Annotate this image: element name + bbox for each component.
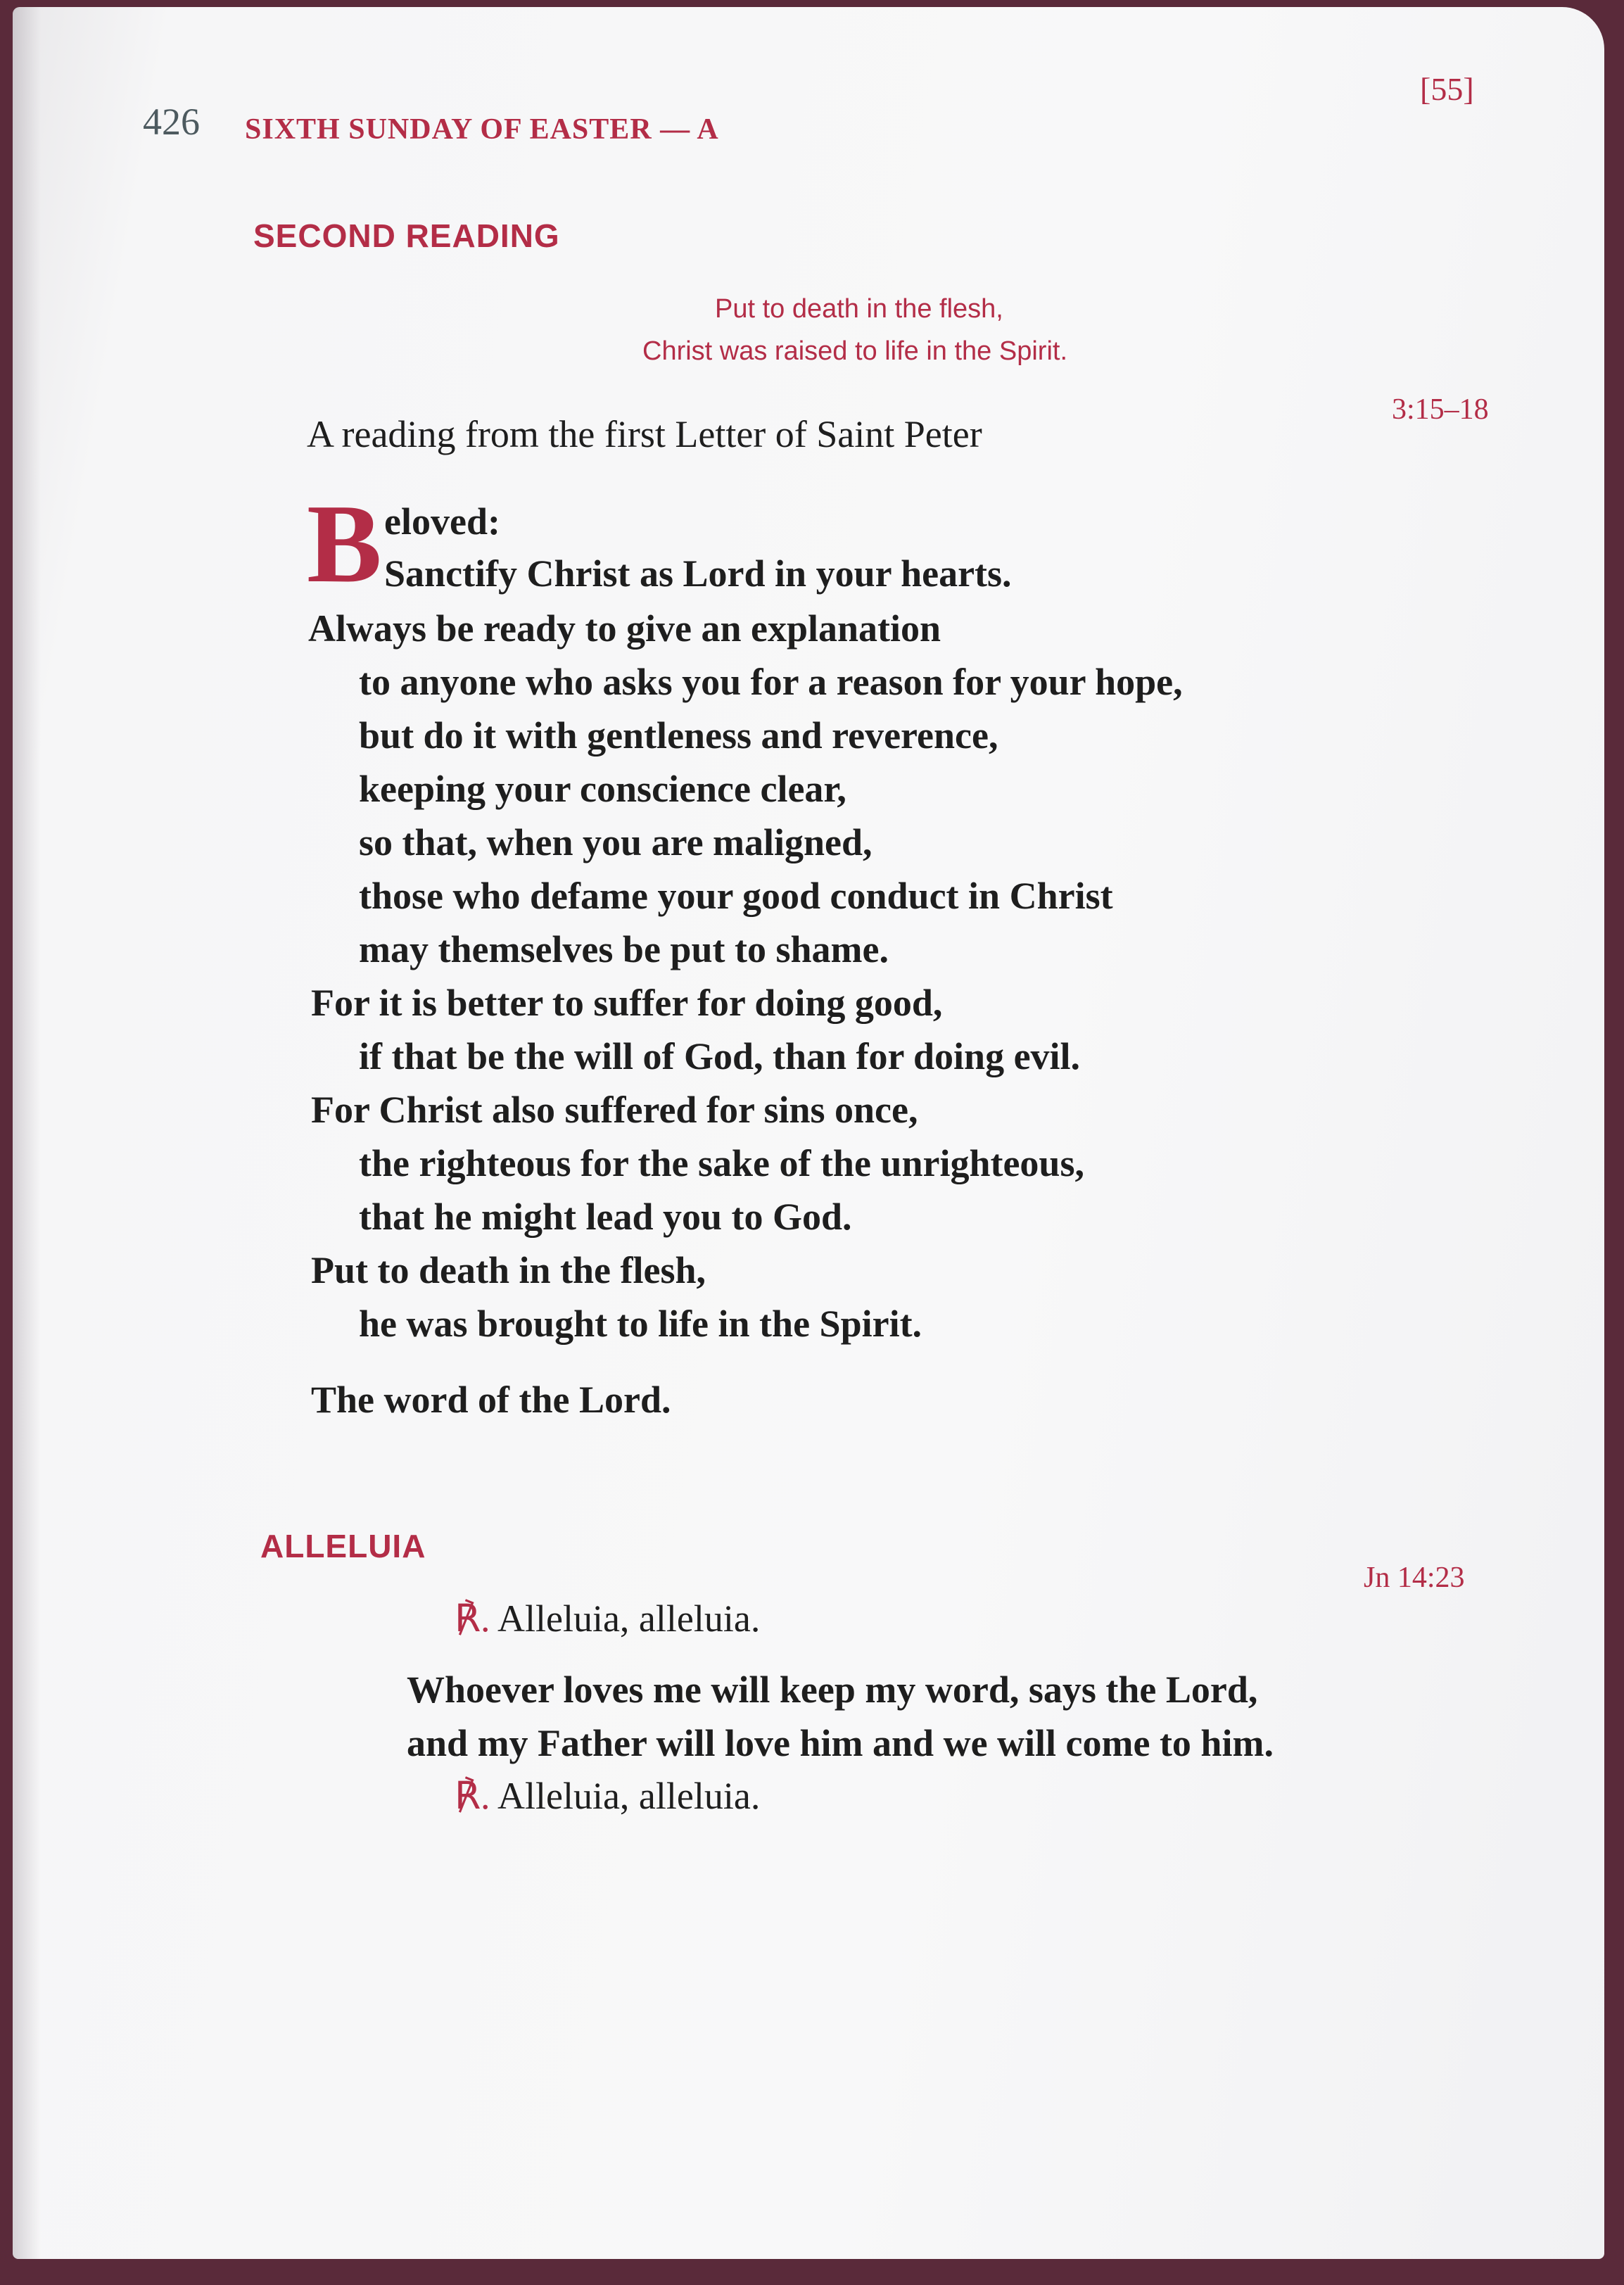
reading-line: if that be the will of God, than for doing evil. (359, 1035, 1081, 1077)
second-reading-heading: SECOND READING (253, 217, 560, 254)
reading-line: may themselves be put to shame. (359, 928, 889, 970)
reading-intro: A reading from the first Letter of Saint Peter (307, 413, 982, 455)
reading-line: Always be ready to give an explanation (308, 607, 941, 650)
response-symbol: ℟. (455, 1597, 490, 1640)
running-title: SIXTH SUNDAY OF EASTER — A (245, 113, 719, 146)
page-number: 426 (143, 101, 200, 143)
response-symbol: ℟. (455, 1775, 490, 1817)
reading-line: eloved: (384, 500, 500, 543)
response-line-2 (455, 1773, 760, 1818)
reading-line: those who defame your good conduct in Christ (359, 875, 1113, 917)
reading-line: For Christ also suffered for sins once, (311, 1089, 918, 1131)
reading-line: to anyone who asks you for a reason for your hope, (359, 661, 1183, 703)
response-line (455, 1596, 760, 1640)
reading-line: he was brought to life in the Spirit. (359, 1303, 922, 1345)
reading-line: keeping your conscience clear, (359, 768, 846, 810)
reading-conclusion: The word of the Lord. (311, 1379, 671, 1421)
response-text: Alleluia, alleluia. (497, 1775, 761, 1817)
summary-line-2: Christ was raised to life in the Spirit. (642, 336, 1068, 366)
response-text: Alleluia, alleluia. (497, 1597, 761, 1640)
book-page (13, 7, 1604, 2259)
reading-line: that he might lead you to God. (359, 1196, 852, 1238)
alleluia-verse-line-2: and my Father will love him and we will come to him. (407, 1722, 1274, 1764)
reading-line: so that, when you are maligned, (359, 821, 873, 863)
alleluia-heading: ALLELUIA (260, 1528, 426, 1564)
reading-line: but do it with gentleness and reverence, (359, 714, 998, 757)
reading-line: the righteous for the sake of the unrighteous, (359, 1142, 1084, 1184)
alleluia-verse-line-1: Whoever loves me will keep my word, says the Lord, (407, 1669, 1258, 1711)
alleluia-reference: Jn 14:23 (1364, 1562, 1465, 1594)
reading-line: For it is better to suffer for doing good, (311, 982, 943, 1024)
summary-line-1: Put to death in the flesh, (715, 294, 1003, 324)
reading-reference: 3:15–18 (1392, 393, 1489, 426)
drop-cap: B (307, 481, 382, 606)
reading-line: Put to death in the flesh, (311, 1249, 706, 1291)
page-gutter-shadow (13, 7, 41, 2259)
reading-line: Sanctify Christ as Lord in your hearts. (384, 552, 1012, 595)
bracket-number: [55] (1420, 71, 1474, 107)
